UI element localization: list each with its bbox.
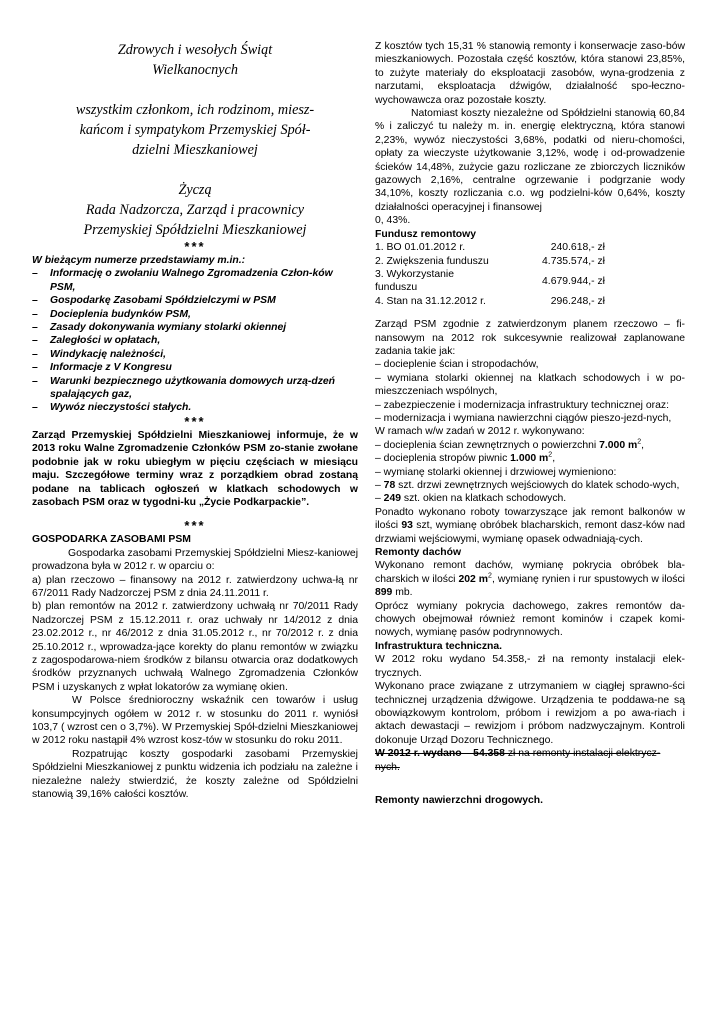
struck-text: zł na remonty instalacji elektrycz-nych.	[375, 748, 661, 773]
toc-item: – Informacje z V Kongresu	[32, 361, 358, 374]
toc-item: – Zaległości w opłatach,	[32, 334, 358, 347]
left-column	[32, 40, 358, 801]
greeting-line: dzielni Mieszkaniowej	[132, 142, 258, 158]
toc-item: – Gospodarkę Zasobami Spółdzielczymi w PSM	[32, 294, 358, 307]
announcement: Zarząd Przemyskiej Spółdzielni Mieszkaniowej informuje, że w 2013 roku Walne Zgromadzenie Członków PSM zo-stanie zwołane podobnie jak w roku ubiegłym w pięciu częściach w miesiącu maju. Szczegółowe terminy wraz z porządkiem obrad zostaną podane na tablicach ogłoszeń w klatkach schodowych w zasobach PSM oraz w tygodni-ku „Życie Podkarpackie”.	[32, 429, 358, 508]
struck-bold: W 2012 r. wydano – 54.358	[375, 748, 505, 760]
greeting-line: wszystkim członkom, ich rodzinom, miesz-	[75, 102, 315, 118]
text: szt, wymianę obróbek blacharskich, remont dasz-ków nad drzwiami wejściowymi, wymianę opasek odwadniają-cych.	[375, 520, 686, 545]
section-heading: Remonty dachów	[375, 547, 462, 559]
table-row	[375, 295, 605, 308]
list-line: – wymiana stolarki okiennej na klatkach schodowych i w po-mieszczeniach wspólnych,	[375, 372, 685, 398]
list-line: – zabezpieczenie i modernizacja infrastruktury technicznej oraz:	[375, 399, 669, 411]
fund-value: 4.735.574,- zł	[542, 255, 605, 267]
superscript: 2	[637, 438, 642, 446]
toc-heading: W bieżącym numerze przedstawiamy m.in.:	[32, 255, 246, 266]
table-row	[375, 241, 605, 254]
table-row	[375, 255, 605, 268]
greeting-line: Wielkanocnych	[152, 62, 238, 78]
text: ,	[552, 453, 556, 465]
fund-value: 4.679.944,- zł	[542, 275, 605, 287]
greeting-line: Życzą	[178, 182, 212, 198]
paragraph: Oprócz wymiany pokrycia dachowego, zakres remontów da-chowych obejmował również remont kominów i czapek komi-nowych, wymianę pasów podrynnowych.	[375, 600, 685, 639]
greeting-line: Zdrowych i wesołych Świąt	[117, 42, 273, 58]
fund-value: 240.618,- zł	[550, 242, 605, 254]
value: 899	[375, 587, 393, 599]
value: 78	[383, 480, 396, 491]
fund-label: 4. Stan na 31.12.2012 r.	[375, 295, 486, 307]
list-line: – docieplenie ścian i stropodachów,	[375, 359, 539, 371]
paragraph: a) plan rzeczowo – finansowy na 2012 r. zatwierdzony uchwa-łą nr 67/2011 Rady Nadzorczej PSM z dnia 24.11.2011 r.	[32, 574, 358, 599]
paragraph: Z kosztów tych 15,31 % stanowią remonty i konserwacje zaso-bów mieszkaniowych. Pozostała część kosztów, która stanowi 23,85%, to zużyte materiały do eksploatacji zasobów, wyna-grodzenia z narzutami, eksploatacja dźwigów, działalność spo-łeczno-wychowawcza oraz pozostałe koszty.	[375, 41, 685, 106]
paragraph	[375, 559, 685, 599]
right-column	[375, 40, 685, 807]
paragraph: W 2012 roku wydano 54.358,- zł na remonty instalacji elek-trycznych.	[375, 654, 685, 679]
superscript: 2	[488, 572, 492, 580]
paragraph: Gospodarka zasobami Przemyskiej Spółdzielni Miesz-kaniowej prowadzona była w 2012 r. w oparciu o:	[32, 547, 358, 573]
list-line: W ramach w/w zadań w 2012 r. wykonywano:	[375, 426, 585, 438]
paragraph: Rozpatrując koszty gospodarki zasobami Przemyskiej Spółdzielni Mieszkaniowej z punktu widzenia ich podziału na zależne i niezależne należy stwierdzić, że koszty zależne od Spółdzielni stanowią 39,16% całości kosztów.	[32, 748, 358, 801]
text: – docieplenia stropów piwnic	[375, 453, 511, 465]
text: – docieplenia ścian zewnętrznych o powierzchni	[375, 439, 600, 451]
greeting-line: kańcom i sympatykom Przemyskiej Spół-	[79, 122, 311, 138]
struck-paragraph	[375, 747, 685, 774]
greeting-line: Rada Nadzorcza, Zarząd i pracownicy	[85, 202, 305, 218]
list-line: – modernizacja i wymiana nawierzchni ciągów pieszo-jezd-nych,	[375, 412, 672, 424]
paragraph: Natomiast koszty niezależne od Spółdzielni stanowią 60,84 % i zaliczyć tu należy m. in. energię elektryczną, która stanowi 2,23%, wywóz nieczystości 3,68%, podatki od nieru-chomości, opłaty za wieczyste użytkowanie 3,12%, wodę i od-prowadzenie ścieków 14,48%, zużycie gazu rozliczane ze zbiorczych liczników gazowych 2,16%, centralne ogrzewanie i podgrzanie wody 34,10%, koszty rozliczania c.o. wg podzielni-ków 0,64%, koszty działalności operacyjnej i finansowej	[375, 108, 685, 213]
toc-item: – Informację o zwołaniu Walnego Zgromadzenia Człon-ków PSM,	[32, 267, 358, 294]
list-line	[375, 492, 685, 505]
text: –	[375, 493, 384, 505]
paragraph	[375, 506, 685, 546]
fund-value: 296.248,- zł	[550, 295, 605, 307]
text: Wykonano remont dachów, wymianę pokrycia obróbek bla-charskich w ilości	[375, 560, 685, 585]
separator-stars: ***	[184, 518, 206, 534]
value: 7.000 m	[599, 439, 638, 451]
text: Ponadto wykonano roboty towarzyszące jak remont balkonów w ilości	[375, 506, 685, 532]
text: ,	[641, 439, 645, 451]
paragraph: 0, 43%.	[375, 215, 411, 227]
section-heading: GOSPODARKA ZASOBAMI PSM	[32, 534, 191, 546]
value: 249	[383, 493, 402, 505]
fund-label: 3. Wykorzystanie funduszu	[375, 268, 455, 294]
list-line	[375, 452, 685, 465]
fund-table	[375, 241, 605, 308]
text: szt. okien na klatkach schodowych.	[401, 493, 567, 505]
toc-item: – Windykację należności,	[32, 348, 358, 361]
section-heading: Remonty nawierzchni drogowych.	[375, 794, 544, 806]
value: 202 m	[458, 573, 489, 585]
text: –	[375, 480, 384, 491]
value: 1.000 m	[510, 453, 549, 465]
toc-item: – Wywóz nieczystości stałych.	[32, 401, 358, 414]
toc-item: – Docieplenia budynków PSM,	[32, 308, 358, 321]
paragraph: W Polsce średnioroczny wskaźnik cen towarów i usług konsumpcyjnych ogółem w 2012 r. w stosunku do 2011 r. wyniósł 103,7 ( wzrost cen o 3,7%). W Przemyskiej Spół-dzielni Mieszkaniowej w 2012 roku nastąpił 4% wzrost kosz-tów w stosunku do roku 2011.	[32, 695, 358, 747]
text: , wymianę rynien i rur spustowych w ilości	[491, 573, 685, 585]
greeting-line: Przemyskiej Spółdzielni Mieszkaniowej	[83, 222, 307, 238]
list-line	[375, 439, 685, 452]
fund-label: 1. BO 01.01.2012 r.	[375, 242, 466, 254]
text: mb.	[392, 587, 413, 599]
list-line	[375, 479, 685, 492]
toc-list	[32, 267, 358, 414]
table-row	[375, 268, 605, 295]
paragraph: Wykonano prace związane z utrzymaniem w ciągłej sprawno-ści technicznej urządzenia dźwigowe. Urządzenia te poddawa-ne są obowiązkowym kontrolom, próbom i rewizjom a po awa-riach i aktach dewastacji – rewizjom i próbom nadzwyczajnym. Kontroli dokonuje Urząd Dozoru Technicznego.	[375, 681, 685, 746]
value: 93	[401, 520, 413, 532]
separator-stars: ***	[184, 239, 206, 254]
toc-item: – Warunki bezpiecznego użytkowania domowych urzą-dzeń spalających gaz,	[32, 375, 358, 402]
section-heading: Infrastruktura techniczna.	[375, 640, 503, 652]
paragraph: b) plan remontów na 2012 r. zatwierdzony uchwałą nr 70/2011 Rady Nadzorczej PSM z 15.12.2011 r. oraz uchwały nr 14/2012 z dnia 23.02.2012 r., nr 46/2012 z dnia 31.05.2012 r., nr 70/2012 r. z dnia 25.10.2012 r., wprowadza-jące korekty do planu remontów w związku z zagospodarowa-niem środków z bilansu otwarcia oraz dodatkowych środków przyznanych uchwałą Walnego Zgromadzenia Członków PSM i uzyskanych z wpłat lokatorów za wymianę okien.	[32, 601, 358, 693]
fund-label: 2. Zwiększenia funduszu	[375, 255, 489, 267]
toc-item: – Zasady dokonywania wymiany stolarki okiennej	[32, 321, 358, 334]
superscript: 2	[548, 451, 553, 459]
fund-heading: Fundusz remontowy	[375, 228, 477, 240]
text: szt. drzwi zewnętrznych wejściowych do klatek schodo-wych,	[395, 480, 680, 491]
list-line: – wymianę stolarki okiennej i drzwiowej wymieniono:	[375, 466, 617, 478]
paragraph: Zarząd PSM zgodnie z zatwierdzonym planem rzeczowo – fi-nansowym na 2012 rok sukcesywnie realizował zaplanowane zadania takie jak:	[375, 319, 685, 357]
separator-stars: ***	[184, 413, 206, 429]
